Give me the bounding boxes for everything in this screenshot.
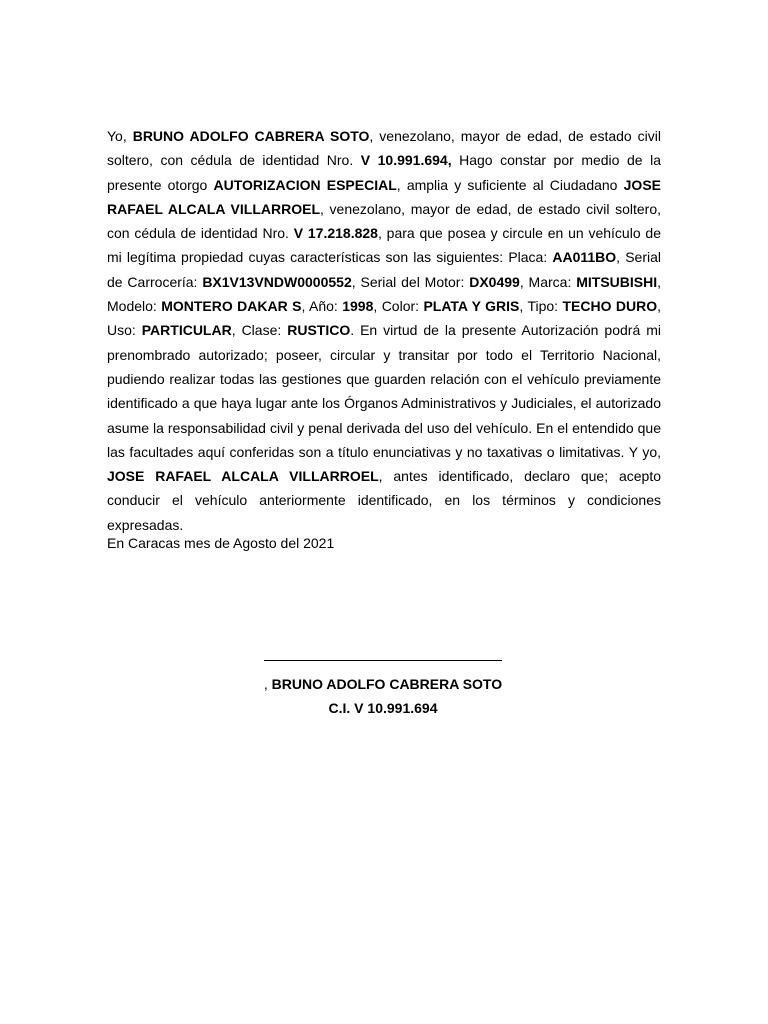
vehicle-body-serial: BX1V13VNDW0000552: [202, 273, 352, 290]
vehicle-type: TECHO DURO: [562, 298, 658, 315]
paragraph-text: , Color:: [373, 298, 424, 315]
paragraph-text: , antes identificado, declaro que; acepto conducir el vehículo anteriormente identificado, en los términos y condiciones expresadas.: [107, 468, 661, 533]
authorization-paragraph: [107, 124, 661, 537]
vehicle-year: 1998: [342, 298, 374, 315]
grantee-name: JOSE RAFAEL ALCALA VILLARROEL: [107, 176, 661, 217]
grantor-id-number: V 10.991.694,: [360, 152, 452, 169]
signature-line: [264, 660, 502, 661]
signature-block: [230, 648, 536, 719]
paragraph-text: , Serial del Motor:: [351, 273, 470, 290]
paragraph-text: , Clase:: [231, 322, 288, 339]
signatory-name: BRUNO ADOLFO CABRERA SOTO: [271, 676, 503, 692]
vehicle-plate: AA011BO: [552, 249, 617, 266]
vehicle-engine-serial: DX0499: [469, 273, 520, 290]
paragraph-text: Yo,: [107, 128, 133, 144]
paragraph-text: , Marca:: [519, 273, 577, 290]
grantor-name: BRUNO ADOLFO CABRERA SOTO: [132, 128, 370, 144]
signatory-name-line: [230, 673, 536, 695]
paragraph-text: , venezolano, mayor de edad, de estado civil soltero, con cédula de identidad Nro.: [107, 128, 662, 169]
paragraph-text: Hago constar por medio de la presente otorgo: [107, 152, 661, 193]
paragraph-text: , Serial de Carrocería:: [107, 249, 661, 290]
grantee-id-number: V 17.218.828: [293, 225, 378, 242]
paragraph-text: , para que posea y circule en un vehículo de mi legítima propiedad cuyas características son las siguientes: Placa:: [107, 225, 661, 266]
vehicle-class: RUSTICO: [287, 322, 351, 339]
authorization-type: AUTORIZACION ESPECIAL: [213, 176, 397, 193]
vehicle-brand: MITSUBISHI: [576, 273, 658, 290]
paragraph-text: , Año:: [301, 298, 343, 315]
paragraph-text: , Modelo:: [107, 273, 661, 315]
paragraph-text: , venezolano, mayor de edad, de estado civil soltero, con cédula de identidad Nro.: [107, 200, 661, 242]
paragraph-text: , Uso:: [107, 298, 661, 339]
grantee-name-repeat: JOSE RAFAEL ALCALA VILLARROEL: [107, 468, 379, 485]
vehicle-model: MONTERO DAKAR S: [161, 298, 302, 315]
vehicle-use: PARTICULAR: [141, 322, 232, 339]
paragraph-text: , amplia y suficiente al Ciudadano: [396, 176, 624, 193]
signatory-id: C.I. V 10.991.694: [328, 700, 438, 716]
signatory-prefix: ,: [263, 676, 272, 692]
paragraph-text: . En virtud de la presente Autorización podrá mi prenombrado autorizado; poseer, circular y transitar por todo el Territorio Nacional, pudiendo realizar todas las gestiones que guarden relación con el vehículo previamente identificado a que haya lugar ante los Órganos Administrativos y Judiciales, el autorizado asume la responsabilidad civil y penal derivada del uso del vehículo. En el entendido que las facultades aquí conferidas son a título enunciativas y no taxativas o limitativas. Y yo,: [107, 322, 661, 460]
vehicle-color: PLATA Y GRIS: [423, 298, 520, 315]
paragraph-text: , Tipo:: [519, 298, 563, 315]
date-line: En Caracas mes de Agosto del 2021: [107, 535, 335, 551]
